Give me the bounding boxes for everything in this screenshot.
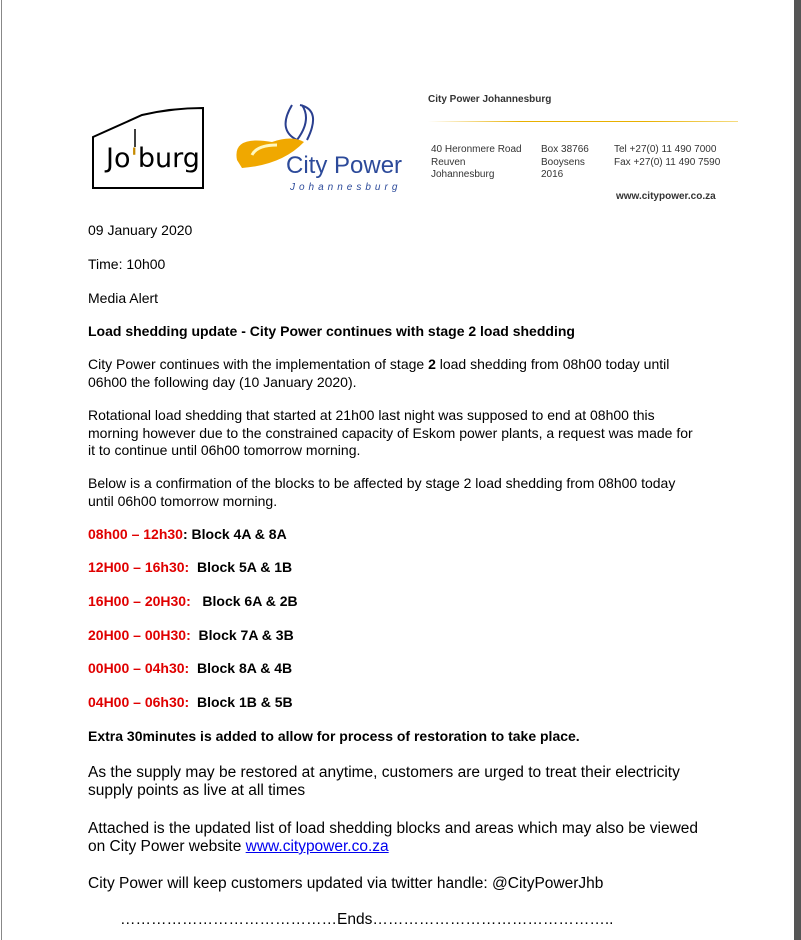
schedule-time: 00H00 – 04h30: xyxy=(88,660,190,676)
text: City Power continues with the implementation of stage xyxy=(88,356,429,372)
address-line: Johannesburg xyxy=(431,169,495,180)
text: Attached is the updated list of load shedding blocks and areas which may also be viewed xyxy=(88,820,699,837)
schedule-item xyxy=(88,694,293,712)
scrollbar-edge xyxy=(794,0,801,940)
contact-numbers xyxy=(614,144,720,169)
stage-number: 2 xyxy=(428,356,436,372)
text: 06h00 the following day (10 January 2020). xyxy=(88,373,357,390)
paragraph-4 xyxy=(88,764,680,800)
schedule-blocks: Block 1B & 5B xyxy=(189,694,293,710)
box-line: Booysens xyxy=(541,156,585,168)
address-line: Reuven xyxy=(431,156,466,168)
header-rule xyxy=(428,121,738,122)
schedule-blocks: Block 8A & 4B xyxy=(189,660,293,676)
schedule-blocks: Block 6A & 2B xyxy=(190,593,298,609)
text: supply points as live at all times xyxy=(88,782,306,799)
schedule-item xyxy=(88,660,292,678)
text: on City Power website xyxy=(88,838,246,855)
schedule-item xyxy=(88,593,298,611)
headline: Load shedding update - City Power continues with stage 2 load shedding xyxy=(88,323,575,339)
page-left-border xyxy=(1,0,2,940)
text: Below is a confirmation of the blocks to be affected by stage 2 load shedding from 08h00 today xyxy=(88,475,676,491)
schedule-time: 08h00 – 12h30 xyxy=(88,526,183,542)
ends-line: ……………………………………Ends……………………………………….. xyxy=(120,911,614,928)
address-line: 40 Heronmere Road xyxy=(431,144,522,155)
schedule-time: 12H00 – 16h30: xyxy=(88,559,190,575)
paragraph-3 xyxy=(88,475,675,510)
website-link[interactable]: www.citypower.co.za xyxy=(245,838,389,855)
schedule-blocks: Block 7A & 3B xyxy=(190,627,294,643)
text: morning however due to the constrained capacity of Eskom power plants, a request was made for xyxy=(88,424,693,441)
alert-type: Media Alert xyxy=(88,290,159,306)
text: Rotational load shedding that started at 21h00 last night was supposed to end at 08h00 this xyxy=(88,407,655,423)
schedule-time: 16H00 – 20H30: xyxy=(88,593,191,609)
joburg-logo: Jo'burg xyxy=(92,107,204,189)
schedule-time: 20H00 – 00H30: xyxy=(88,627,191,643)
city-power-logo: City Power Johannesburg xyxy=(232,100,412,200)
schedule-time: 04H00 – 06h30: xyxy=(88,694,190,710)
header-website: www.citypower.co.za xyxy=(616,191,716,202)
text: As the supply may be restored at anytime, customers are urged to treat their electricity xyxy=(88,764,680,781)
company-name: City Power Johannesburg xyxy=(428,94,552,105)
po-box xyxy=(541,144,589,182)
schedule-blocks: Block 5A & 1B xyxy=(189,559,293,575)
date: 09 January 2020 xyxy=(88,222,193,238)
tel: Tel +27(0) 11 490 7000 xyxy=(614,144,717,155)
schedule-item xyxy=(88,526,287,544)
paragraph-6: City Power will keep customers updated via twitter handle: @CityPowerJhb xyxy=(88,875,604,892)
paragraph-1 xyxy=(88,356,669,391)
fax: Fax +27(0) 11 490 7590 xyxy=(614,156,721,168)
time: Time: 10h00 xyxy=(88,256,166,272)
box-line: Box 38766 xyxy=(541,144,589,155)
schedule-item xyxy=(88,627,294,645)
text: it to continue until 06h00 tomorrow morning. xyxy=(88,442,361,458)
paragraph-5 xyxy=(88,820,698,856)
text: load shedding from 08h00 today until xyxy=(435,356,670,372)
box-line: 2016 xyxy=(541,169,564,180)
address xyxy=(431,144,522,182)
schedule-item xyxy=(88,559,292,577)
text: until 06h00 tomorrow morning. xyxy=(88,492,278,509)
extra-note: Extra 30minutes is added to allow for process of restoration to take place. xyxy=(88,728,580,744)
schedule-blocks: : Block 4A & 8A xyxy=(182,526,287,542)
paragraph-2 xyxy=(88,407,693,460)
